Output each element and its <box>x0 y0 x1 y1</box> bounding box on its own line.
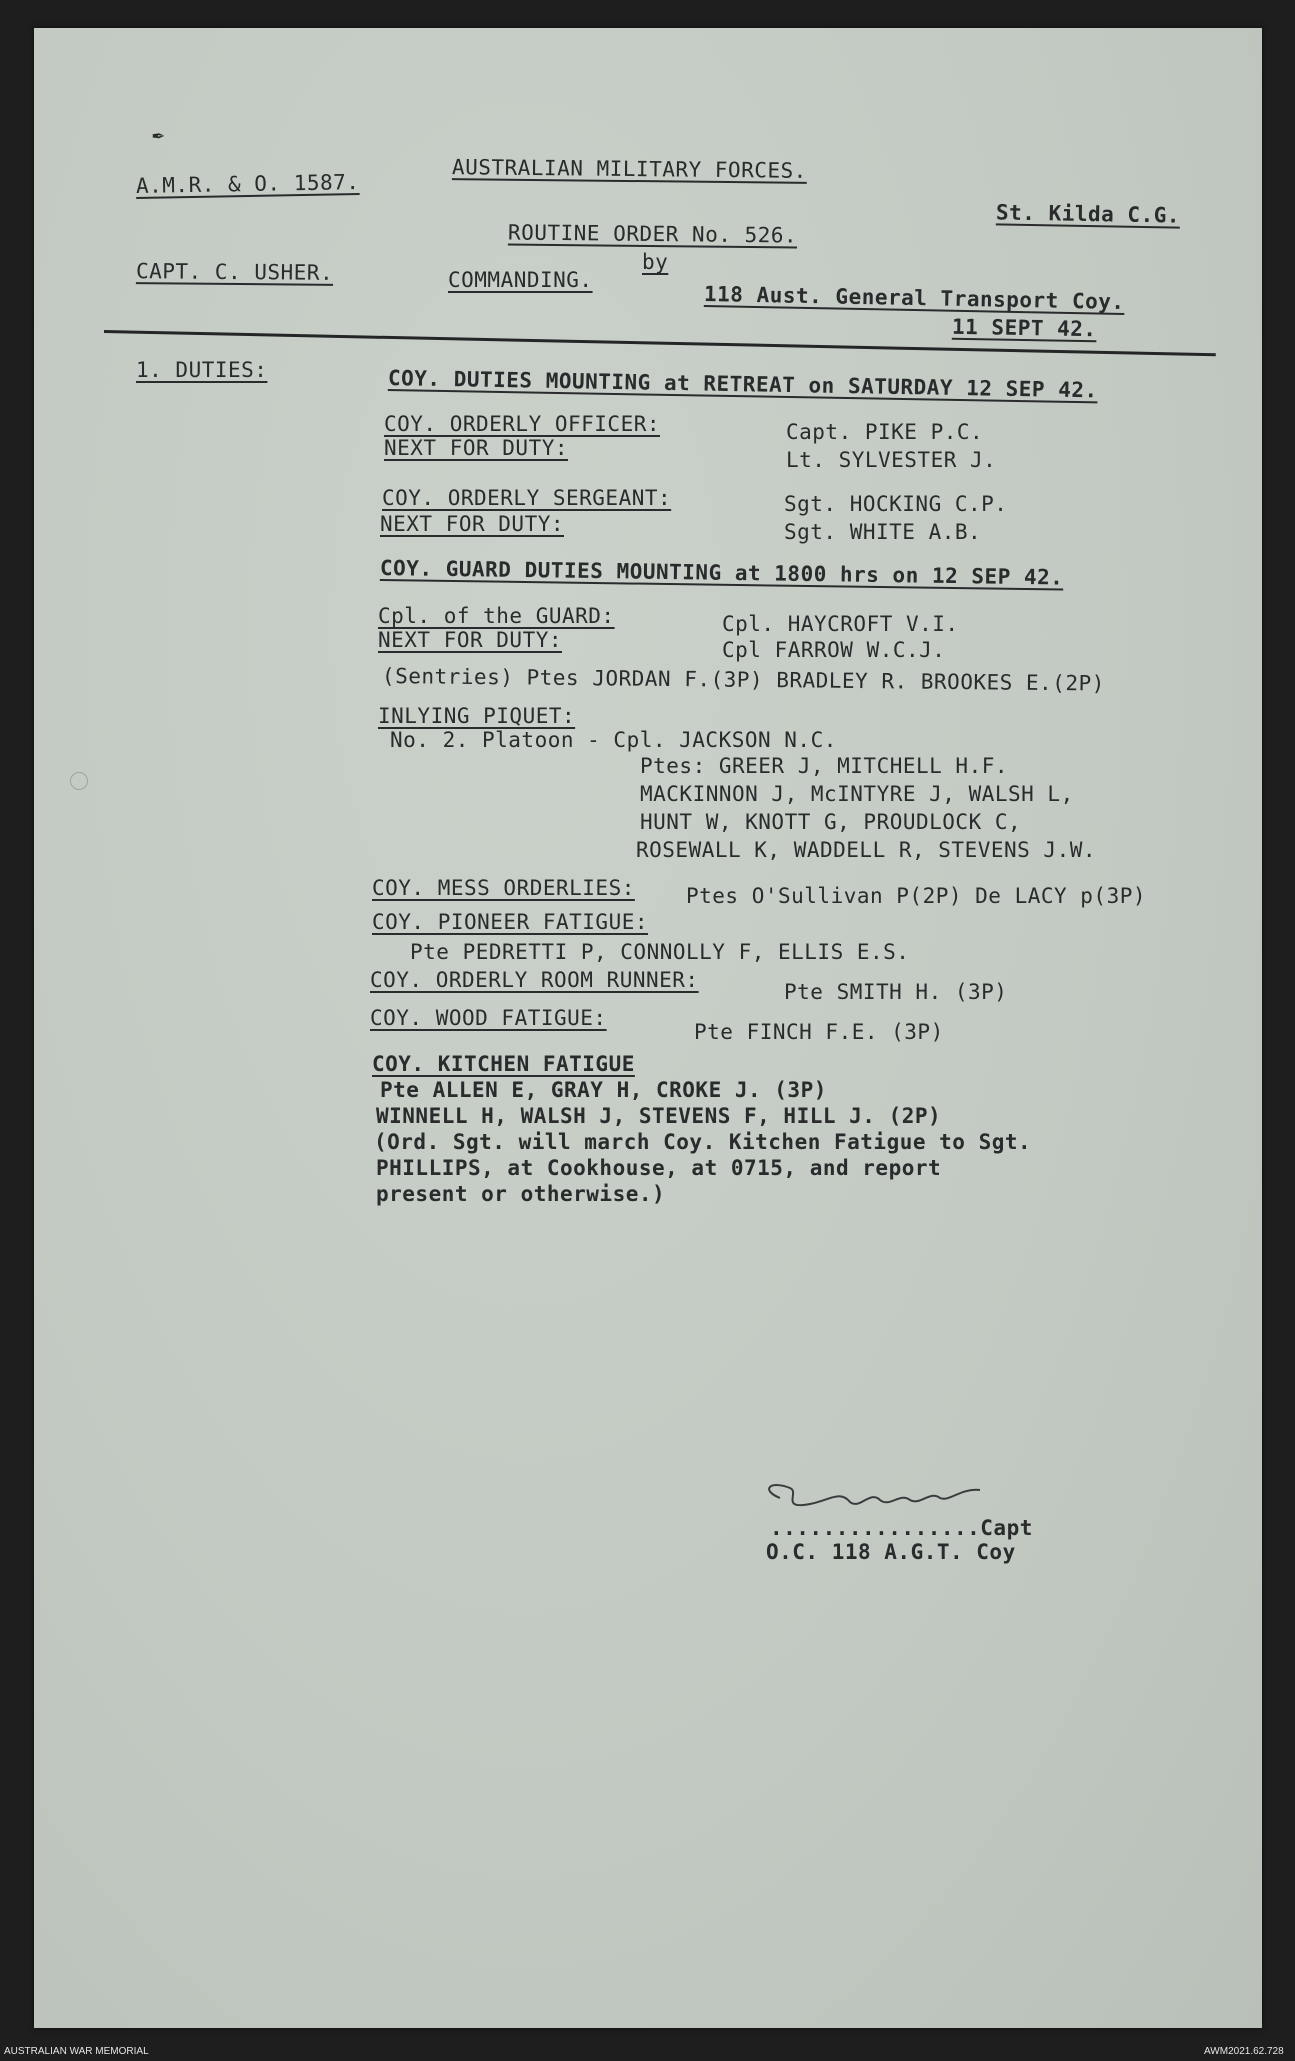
pioneer-fatigue-value: Pte PEDRETTI P, CONNOLLY F, ELLIS E.S. <box>410 940 910 964</box>
kitchen-fatigue-line: Pte ALLEN E, GRAY H, CROKE J. (3P) <box>380 1078 827 1102</box>
cpl-guard-value: Cpl. HAYCROFT V.I. <box>722 612 959 636</box>
commanding-officer: CAPT. C. USHER. <box>135 259 334 285</box>
wood-fatigue-value: Pte FINCH F.E. (3P) <box>694 1020 944 1044</box>
kitchen-fatigue-line: (Ord. Sgt. will march Coy. Kitchen Fatigue to Sgt. <box>374 1130 1032 1154</box>
next-duty-sergeant-label: NEXT FOR DUTY: <box>380 512 565 536</box>
kitchen-fatigue-line: PHILLIPS, at Cookhouse, at 0715, and report <box>376 1156 942 1180</box>
order-by: by <box>642 250 669 274</box>
next-duty-officer-value: Lt. SYLVESTER J. <box>786 448 997 472</box>
piquet-line: Ptes: GREER J, MITCHELL H.F. <box>640 754 1009 778</box>
order-reference: A.M.R. & O. 1587. <box>135 170 360 198</box>
orderly-sergeant-label: COY. ORDERLY SERGEANT: <box>382 486 672 510</box>
unit-name: 118 Aust. General Transport Coy. <box>703 281 1125 315</box>
order-date: 11 SEPT 42. <box>951 314 1097 342</box>
mess-orderlies-label: COY. MESS ORDERLIES: <box>372 876 635 900</box>
footer-right: AWM2021.62.728 <box>1204 2046 1284 2057</box>
piquet-line: MACKINNON J, McINTYRE J, WALSH L, <box>640 782 1074 806</box>
cpl-guard-label: Cpl. of the GUARD: <box>378 604 615 628</box>
orderly-officer-value: Capt. PIKE P.C. <box>786 420 984 444</box>
section-duties: 1. DUTIES: <box>136 358 268 382</box>
pioneer-fatigue-label: COY. PIONEER FATIGUE: <box>372 910 649 934</box>
footer-left: AUSTRALIAN WAR MEMORIAL <box>4 2046 149 2057</box>
punch-hole <box>70 772 88 790</box>
orderly-room-runner-value: Pte SMITH H. (3P) <box>784 980 1008 1004</box>
mess-orderlies-value: Ptes O'Sullivan P(2P) De LACY p(3P) <box>686 884 1147 908</box>
officer-commanding: O.C. 118 A.G.T. Coy <box>766 1540 1016 1564</box>
orderly-officer-label: COY. ORDERLY OFFICER: <box>384 412 661 436</box>
orderly-sergeant-value: Sgt. HOCKING C.P. <box>784 492 1008 516</box>
kitchen-fatigue-line: WINNELL H, WALSH J, STEVENS F, HILL J. (2P) <box>376 1104 942 1128</box>
piquet-line: HUNT W, KNOTT G, PROUDLOCK C, <box>640 810 1022 834</box>
piquet-line: ROSEWALL K, WADDELL R, STEVENS J.W. <box>636 838 1097 862</box>
piquet-line: No. 2. Platoon - Cpl. JACKSON N.C. <box>390 728 837 752</box>
commanding-label: COMMANDING. <box>448 268 593 292</box>
next-duty-officer-label: NEXT FOR DUTY: <box>384 436 569 460</box>
sentries: (Sentries) Ptes JORDAN F.(3P) BRADLEY R. BROOKES E.(2P) <box>381 664 1105 696</box>
organisation-title: AUSTRALIAN MILITARY FORCES. <box>451 155 807 183</box>
signature-capt-line: ................Capt <box>770 1516 1033 1540</box>
next-duty-cpl-value: Cpl FARROW W.C.J. <box>722 638 946 662</box>
next-duty-sergeant-value: Sgt. WHITE A.B. <box>784 520 982 544</box>
routine-order-number: ROUTINE ORDER No. 526. <box>507 220 798 248</box>
location: St. Kilda C.G. <box>995 200 1181 228</box>
wood-fatigue-label: COY. WOOD FATIGUE: <box>370 1006 607 1030</box>
next-duty-cpl-label: NEXT FOR DUTY: <box>378 628 563 652</box>
duties-mounting: COY. DUTIES MOUNTING at RETREAT on SATURDAY 12 SEP 42. <box>387 366 1098 403</box>
kitchen-fatigue-label: COY. KITCHEN FATIGUE <box>372 1052 635 1076</box>
inlying-piquet-label: INLYING PIQUET: <box>378 704 576 728</box>
guard-duties-mounting: COY. GUARD DUTIES MOUNTING at 1800 hrs on 12 SEP 42. <box>379 556 1064 590</box>
kitchen-fatigue-line: present or otherwise.) <box>376 1182 666 1206</box>
orderly-room-runner-label: COY. ORDERLY ROOM RUNNER: <box>370 968 699 992</box>
ink-mark: ✒ <box>152 122 165 146</box>
